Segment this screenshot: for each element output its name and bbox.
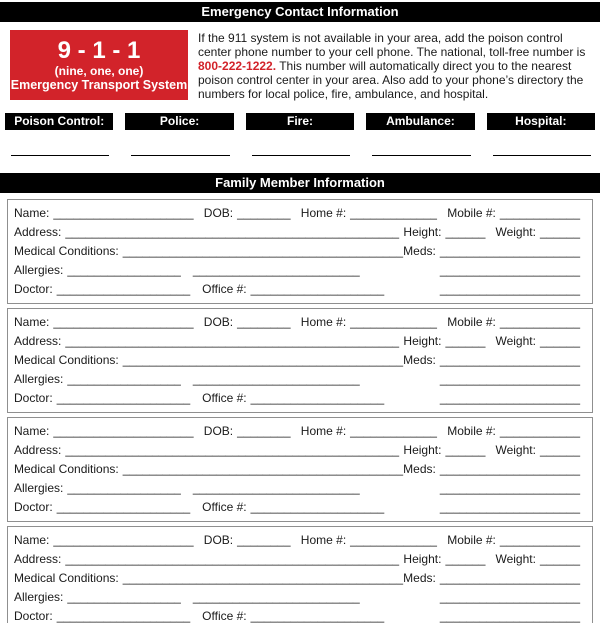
- meds-continuation-blank-2[interactable]: _____________________: [439, 609, 580, 623]
- home-phone-blank[interactable]: _____________: [350, 424, 437, 438]
- medical-conditions-blank[interactable]: __________________________________________: [122, 571, 404, 585]
- height-blank[interactable]: ______: [445, 443, 486, 457]
- home-phone-blank[interactable]: _____________: [350, 206, 437, 220]
- name-field: [14, 422, 194, 441]
- height-weight-group: [403, 332, 580, 351]
- mobile-phone-label: Mobile #:: [447, 315, 496, 329]
- mobile-phone-blank[interactable]: ____________: [499, 533, 580, 547]
- poison-control-instructions: [198, 30, 590, 101]
- height-weight-group: [403, 550, 580, 569]
- home-phone-label: Home #:: [300, 424, 347, 438]
- office-phone-label: Office #:: [202, 391, 247, 405]
- member-row-name-dob-phones: [14, 313, 580, 332]
- emergency-info-section: [0, 22, 600, 101]
- height-blank[interactable]: ______: [445, 552, 486, 566]
- allergies-continuation-blank[interactable]: _________________________: [192, 372, 360, 386]
- height-blank[interactable]: ______: [445, 334, 486, 348]
- meds-field: [403, 569, 580, 588]
- emergency-number: 9 - 1 - 1: [57, 36, 141, 64]
- mobile-phone-field: [447, 422, 580, 441]
- home-phone-field: [301, 531, 437, 550]
- weight-blank[interactable]: ______: [539, 225, 580, 239]
- member-row-medical-meds: [14, 351, 580, 370]
- allergies-field: [14, 479, 181, 498]
- member-row-allergies: [14, 370, 580, 389]
- office-phone-field: [202, 280, 384, 299]
- contact-col-ambulance: [366, 113, 474, 130]
- office-phone-label: Office #:: [202, 500, 247, 514]
- doctor-blank[interactable]: ____________________: [56, 500, 191, 514]
- name-blank[interactable]: _____________________: [53, 206, 194, 220]
- height-label: Height:: [403, 443, 442, 457]
- meds-continuation-blank[interactable]: _____________________: [439, 481, 580, 495]
- weight-label: Weight:: [495, 443, 536, 457]
- allergies-label: Allergies:: [14, 372, 64, 386]
- name-label: Name:: [14, 206, 50, 220]
- allergies-blank[interactable]: _________________: [67, 481, 181, 495]
- address-field: [14, 441, 399, 460]
- name-label: Name:: [14, 533, 50, 547]
- member-row-allergies: [14, 479, 580, 498]
- dob-label: DOB:: [203, 315, 234, 329]
- meds-label: Meds:: [403, 462, 436, 476]
- allergies-field: [14, 370, 181, 389]
- home-phone-field: [301, 313, 437, 332]
- member-row-medical-meds: [14, 569, 580, 588]
- contact-col-hospital: [487, 113, 595, 130]
- family-members: [0, 199, 600, 623]
- hospital-label: Hospital:: [487, 113, 595, 130]
- doctor-label: Doctor:: [14, 609, 53, 623]
- family-member-block: [7, 199, 593, 304]
- allergies-blank[interactable]: _________________: [67, 263, 181, 277]
- home-phone-field: [301, 204, 437, 223]
- dob-label: DOB:: [203, 206, 234, 220]
- home-phone-field: [301, 422, 437, 441]
- medical-conditions-label: Medical Conditions:: [14, 571, 119, 585]
- address-blank[interactable]: __________________________________________________: [65, 443, 400, 457]
- doctor-label: Doctor:: [14, 282, 53, 296]
- office-phone-field: [202, 389, 384, 408]
- height-label: Height:: [403, 552, 442, 566]
- allergies-blank[interactable]: _________________: [67, 372, 181, 386]
- home-phone-label: Home #:: [300, 315, 347, 329]
- emergency-contacts-blank-lines-row: [0, 134, 600, 156]
- office-phone-blank[interactable]: ____________________: [250, 282, 385, 296]
- meds-field: [403, 242, 580, 261]
- page-title: Emergency Contact Information: [0, 2, 600, 22]
- mobile-phone-field: [447, 313, 580, 332]
- allergies-continuation-blank[interactable]: _________________________: [192, 263, 360, 277]
- emergency-number-pronunciation: (nine, one, one): [54, 63, 144, 78]
- home-phone-label: Home #:: [300, 206, 347, 220]
- office-phone-label: Office #:: [202, 609, 247, 623]
- height-label: Height:: [403, 225, 442, 239]
- weight-blank[interactable]: ______: [539, 552, 580, 566]
- poison-control-blank-line[interactable]: [11, 134, 109, 156]
- home-phone-blank[interactable]: _____________: [350, 533, 437, 547]
- member-row-address-height-weight: [14, 223, 580, 242]
- dob-label: DOB:: [203, 533, 234, 547]
- name-label: Name:: [14, 315, 50, 329]
- address-blank[interactable]: __________________________________________________: [65, 334, 400, 348]
- mobile-phone-label: Mobile #:: [447, 424, 496, 438]
- address-blank[interactable]: __________________________________________________: [65, 552, 400, 566]
- police-blank-line[interactable]: [131, 134, 229, 156]
- emergency-911-box: [10, 30, 188, 100]
- medical-conditions-blank[interactable]: __________________________________________: [122, 462, 404, 476]
- office-phone-blank[interactable]: ____________________: [250, 500, 385, 514]
- address-label: Address:: [14, 552, 62, 566]
- mobile-phone-blank[interactable]: ____________: [499, 424, 580, 438]
- mobile-phone-label: Mobile #:: [447, 206, 496, 220]
- meds-label: Meds:: [403, 571, 436, 585]
- member-row-address-height-weight: [14, 332, 580, 351]
- office-phone-blank[interactable]: ____________________: [250, 609, 385, 623]
- instructions-before-phone: If the 911 system is not available in your area, add the poison control center phone number to your cell phone. The national, toll-free number is: [198, 31, 586, 59]
- medical-conditions-label: Medical Conditions:: [14, 353, 119, 367]
- doctor-field: [14, 498, 190, 517]
- address-field: [14, 332, 399, 351]
- family-member-block: [7, 526, 593, 623]
- instructions-after-phone: This number will automatically direct you to the nearest poison control center in your area. Also add to your phone’s directory the numbers for local police, fire, ambulance, and hospital.: [198, 59, 584, 101]
- home-phone-blank[interactable]: _____________: [350, 315, 437, 329]
- member-row-address-height-weight: [14, 441, 580, 460]
- contact-col-poison-control: [5, 113, 113, 130]
- doctor-blank[interactable]: ____________________: [56, 282, 191, 296]
- family-member-block: [7, 417, 593, 522]
- name-blank[interactable]: _____________________: [53, 533, 194, 547]
- address-label: Address:: [14, 225, 62, 239]
- allergies-continuation-blank[interactable]: _________________________: [192, 481, 360, 495]
- name-blank[interactable]: _____________________: [53, 424, 194, 438]
- meds-blank[interactable]: _____________________: [439, 462, 580, 476]
- allergies-field: [14, 588, 181, 607]
- dob-blank[interactable]: ________: [237, 315, 291, 329]
- meds-continuation-blank-2[interactable]: _____________________: [439, 391, 580, 405]
- meds-label: Meds:: [403, 353, 436, 367]
- meds-field: [403, 460, 580, 479]
- mobile-phone-blank[interactable]: ____________: [499, 315, 580, 329]
- member-row-name-dob-phones: [14, 204, 580, 223]
- weight-blank[interactable]: ______: [539, 443, 580, 457]
- meds-field: [403, 351, 580, 370]
- hospital-blank-line[interactable]: [493, 134, 591, 156]
- member-row-allergies: [14, 588, 580, 607]
- medical-conditions-label: Medical Conditions:: [14, 244, 119, 258]
- dob-field: [204, 204, 291, 223]
- member-row-doctor-office: [14, 280, 580, 299]
- height-blank[interactable]: ______: [445, 225, 486, 239]
- family-section-title: Family Member Information: [0, 173, 600, 193]
- address-label: Address:: [14, 443, 62, 457]
- ambulance-label: Ambulance:: [366, 113, 474, 130]
- medical-conditions-field: [14, 242, 403, 261]
- meds-blank[interactable]: _____________________: [439, 244, 580, 258]
- family-member-block: [7, 308, 593, 413]
- member-row-address-height-weight: [14, 550, 580, 569]
- mobile-phone-label: Mobile #:: [447, 533, 496, 547]
- address-label: Address:: [14, 334, 62, 348]
- meds-blank[interactable]: _____________________: [439, 571, 580, 585]
- doctor-field: [14, 607, 190, 623]
- dob-label: DOB:: [203, 424, 234, 438]
- address-field: [14, 550, 399, 569]
- weight-label: Weight:: [495, 334, 536, 348]
- weight-label: Weight:: [495, 552, 536, 566]
- office-phone-blank[interactable]: ____________________: [250, 391, 385, 405]
- height-weight-group: [403, 223, 580, 242]
- height-weight-group: [403, 441, 580, 460]
- doctor-blank[interactable]: ____________________: [56, 609, 191, 623]
- allergies-label: Allergies:: [14, 263, 64, 277]
- meds-continuation-blank[interactable]: _____________________: [439, 590, 580, 604]
- address-field: [14, 223, 399, 242]
- name-field: [14, 204, 194, 223]
- allergies-label: Allergies:: [14, 481, 64, 495]
- member-row-name-dob-phones: [14, 531, 580, 550]
- allergies-blank[interactable]: _________________: [67, 590, 181, 604]
- weight-blank[interactable]: ______: [539, 334, 580, 348]
- doctor-field: [14, 280, 190, 299]
- dob-blank[interactable]: ________: [237, 533, 291, 547]
- name-blank[interactable]: _____________________: [53, 315, 194, 329]
- fire-blank-line[interactable]: [252, 134, 350, 156]
- allergies-continuation-blank[interactable]: _________________________: [192, 590, 360, 604]
- meds-blank[interactable]: _____________________: [439, 353, 580, 367]
- police-label: Police:: [125, 113, 233, 130]
- doctor-blank[interactable]: ____________________: [56, 391, 191, 405]
- name-label: Name:: [14, 424, 50, 438]
- mobile-phone-blank[interactable]: ____________: [499, 206, 580, 220]
- office-phone-field: [202, 607, 384, 623]
- meds-continuation-blank[interactable]: _____________________: [439, 372, 580, 386]
- dob-field: [204, 422, 291, 441]
- dob-blank[interactable]: ________: [237, 424, 291, 438]
- medical-conditions-field: [14, 351, 403, 370]
- contact-line-col: [246, 134, 354, 156]
- member-row-doctor-office: [14, 389, 580, 408]
- doctor-label: Doctor:: [14, 391, 53, 405]
- dob-field: [204, 531, 291, 550]
- name-field: [14, 531, 194, 550]
- member-row-name-dob-phones: [14, 422, 580, 441]
- mobile-phone-field: [447, 531, 580, 550]
- doctor-field: [14, 389, 190, 408]
- emergency-system-name: Emergency Transport System: [10, 77, 188, 92]
- contact-line-col: [125, 134, 233, 156]
- contact-col-police: [125, 113, 233, 130]
- allergies-field: [14, 261, 181, 280]
- medical-conditions-blank[interactable]: __________________________________________: [122, 353, 404, 367]
- dob-field: [204, 313, 291, 332]
- office-phone-label: Office #:: [202, 282, 247, 296]
- home-phone-label: Home #:: [300, 533, 347, 547]
- poison-control-label: Poison Control:: [5, 113, 113, 130]
- contact-line-col: [366, 134, 474, 156]
- meds-continuation-blank-2[interactable]: _____________________: [439, 500, 580, 514]
- meds-label: Meds:: [403, 244, 436, 258]
- poison-control-phone-number: 800-222-1222.: [198, 59, 277, 73]
- address-blank[interactable]: __________________________________________________: [65, 225, 400, 239]
- member-row-medical-meds: [14, 460, 580, 479]
- contact-line-col: [487, 134, 595, 156]
- weight-label: Weight:: [495, 225, 536, 239]
- fire-label: Fire:: [246, 113, 354, 130]
- medical-conditions-field: [14, 569, 403, 588]
- medical-conditions-blank[interactable]: __________________________________________: [122, 244, 404, 258]
- member-row-allergies: [14, 261, 580, 280]
- medical-conditions-field: [14, 460, 403, 479]
- allergies-label: Allergies:: [14, 590, 64, 604]
- contact-line-col: [5, 134, 113, 156]
- mobile-phone-field: [447, 204, 580, 223]
- height-label: Height:: [403, 334, 442, 348]
- meds-continuation-blank[interactable]: _____________________: [439, 263, 580, 277]
- ambulance-blank-line[interactable]: [372, 134, 470, 156]
- dob-blank[interactable]: ________: [237, 206, 291, 220]
- member-row-doctor-office: [14, 607, 580, 623]
- meds-continuation-blank-2[interactable]: _____________________: [439, 282, 580, 296]
- contact-col-fire: [246, 113, 354, 130]
- emergency-contacts-labels-row: [0, 113, 600, 130]
- member-row-medical-meds: [14, 242, 580, 261]
- medical-conditions-label: Medical Conditions:: [14, 462, 119, 476]
- office-phone-field: [202, 498, 384, 517]
- member-row-doctor-office: [14, 498, 580, 517]
- name-field: [14, 313, 194, 332]
- doctor-label: Doctor:: [14, 500, 53, 514]
